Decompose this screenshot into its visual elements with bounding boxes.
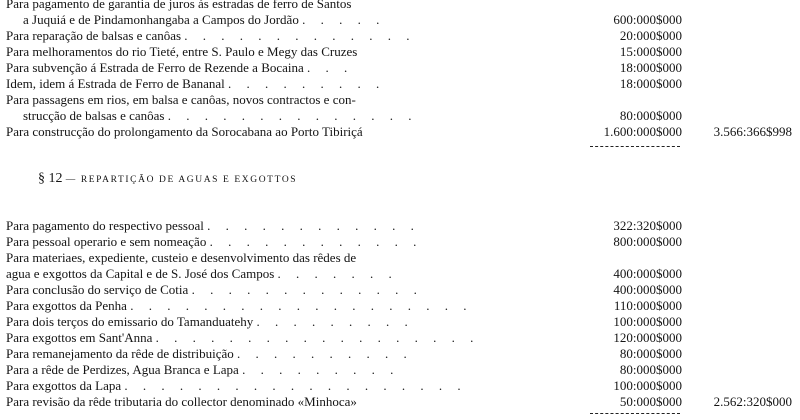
row-amount: 120:000$000 (613, 330, 682, 345)
section-heading (38, 170, 297, 186)
table-row (0, 108, 800, 124)
row-description: Para construcção do prolongamento da Sorocabana ao Porto Tibiriçá (6, 124, 363, 139)
row-leader: . . . . . . . . . . . . . . . . . . (155, 330, 480, 345)
section-number: § 12 (38, 171, 63, 186)
row-description: a Juquiá e de Pindamonhangaba a Campos do Jordão (23, 12, 299, 27)
row-leader: . . . . . . . . . . . . . (184, 28, 416, 43)
row-amount: 110:000$000 (613, 298, 682, 313)
table-row (0, 298, 800, 314)
row-leader: . . . . . . . . . (256, 314, 414, 329)
row-leader: . . . . . . . . . . . . . . . . . . . (130, 298, 473, 313)
row-description: strucção de balsas e canôas (23, 108, 165, 123)
table-row (0, 60, 800, 76)
table-row (0, 76, 800, 92)
table-row (0, 234, 800, 250)
row-description: Para materiaes, expediente, custeio e desenvolvimento das rêdes de (6, 250, 357, 265)
row-leader: . . . . . . . . . (228, 76, 386, 91)
table-row (0, 0, 800, 12)
row-amount: 400:000$000 (613, 266, 682, 281)
section-total: 3.566:366$998 (713, 124, 792, 139)
row-description: Para pagamento de garantia de juros ás estradas de ferro de Santos (6, 0, 352, 11)
row-amount: 20:000$000 (619, 28, 682, 43)
row-amount: 80:000$000 (619, 346, 682, 361)
row-amount: 1.600:000$000 (603, 124, 682, 139)
row-amount: 800:000$000 (613, 234, 682, 249)
row-description: Para pessoal operario e sem nomeação (6, 234, 207, 249)
row-leader: . . . . . . . . . . . . (207, 218, 420, 233)
table-row (0, 378, 800, 394)
row-description: Para revisão da rêde tributaria do collector denominado «Minhoca» (6, 394, 357, 409)
row-description: Para remanejamento da rêde de distribuição (6, 346, 234, 361)
row-amount: 600:000$000 (613, 12, 682, 27)
row-amount: 80:000$000 (619, 362, 682, 377)
table-row (0, 28, 800, 44)
section-title: — REPARTIÇÃO DE AGUAS E EXGOTTOS (65, 175, 298, 185)
row-description: Para exgottos em Sant'Anna (6, 330, 153, 345)
row-description: Para conclusão do serviço de Cotia (6, 282, 189, 297)
row-amount: 100:000$000 (613, 314, 682, 329)
table-row (0, 124, 800, 140)
table-row (0, 266, 800, 282)
row-amount: 400:000$000 (613, 282, 682, 297)
row-amount: 18:000$000 (619, 60, 682, 75)
row-leader: . . . . . . . . . . . . . . . . . . . (124, 378, 467, 393)
row-description: agua e exgottos da Capital e de S. José dos Campos (6, 266, 275, 281)
row-leader: . . . . . . . . . . . . . (191, 282, 423, 297)
table-row (0, 362, 800, 378)
table-row (0, 282, 800, 298)
row-amount: 15:000$000 (619, 44, 682, 59)
table-row (0, 394, 800, 410)
table-row (0, 330, 800, 346)
row-leader: . . . (307, 60, 354, 75)
row-description: Para passagens em rios, em balsa e canôas, novos contractos e con- (6, 92, 356, 107)
row-description: Para melhoramentos do rio Tieté, entre S. Paulo e Megy das Cruzes (6, 44, 358, 59)
row-description: Para exgottos da Penha (6, 298, 127, 313)
table-row (0, 218, 800, 234)
row-leader: . . . . . . . . . . (237, 346, 413, 361)
section-total: 2.562:320$000 (713, 394, 792, 409)
row-amount: 18:000$000 (619, 76, 682, 91)
row-amount: 80:000$000 (619, 108, 682, 123)
table-row (0, 314, 800, 330)
row-description: Para reparação de balsas e canôas (6, 28, 182, 43)
table-row (0, 346, 800, 362)
row-leader: . . . . . . . (277, 266, 398, 281)
row-description: Para subvenção á Estrada de Ferro de Rezende a Bocaina (6, 60, 304, 75)
row-description: Para a rêde de Perdizes, Agua Branca e Lapa (6, 362, 239, 377)
row-description: Para exgottos da Lapa (6, 378, 122, 393)
row-leader: . . . . . (302, 12, 386, 27)
row-amount: 50:000$000 (619, 394, 682, 409)
row-amount: 322:320$000 (613, 218, 682, 233)
row-leader: . . . . . . . . . (242, 362, 400, 377)
row-description: Para dois terços do emissario do Tamanduatehy (6, 314, 254, 329)
table-row (0, 44, 800, 60)
row-leader: . . . . . . . . . . . . (209, 234, 423, 249)
row-description: Para pagamento do respectivo pessoal (6, 218, 204, 233)
row-description: Idem, idem á Estrada de Ferro de Bananal (6, 76, 225, 91)
row-amount: 100:000$000 (613, 378, 682, 393)
total-rule (590, 146, 680, 147)
total-rule (590, 413, 680, 414)
row-leader: . . . . . . . . . . . . . . (167, 108, 418, 123)
table-row (0, 250, 800, 266)
table-row (0, 92, 800, 108)
table-row (0, 12, 800, 28)
